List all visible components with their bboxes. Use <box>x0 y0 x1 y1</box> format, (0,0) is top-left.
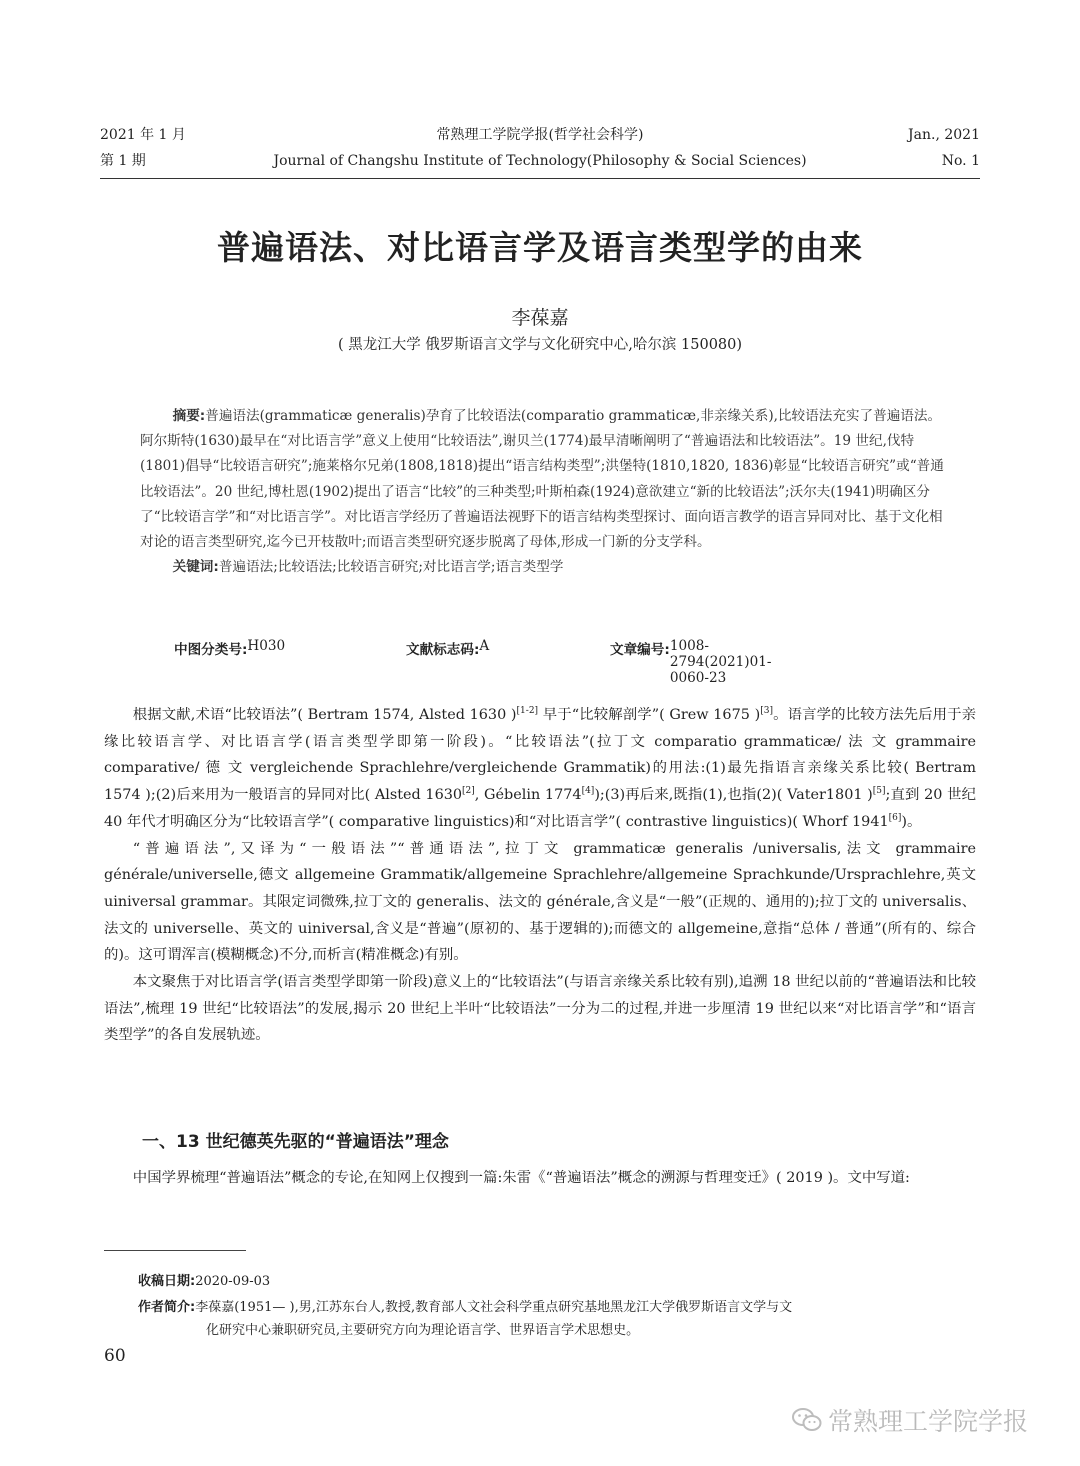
paragraph-2: “普遍语法”,又译为“一般语法”“普通语法”,拉丁文 grammaticæ generalis /universalis,法文 grammaire générale/universelle,德文 allgemeine Grammatik/allgemeine Sprachlehre/allgemeine Sprachkunde/Ursprachlehre,英文 uiniversal grammar。其限定词微殊,拉丁文的 generalis、法文的 générale,含义是“一般”(正规的、通用的);拉丁文的 universalis、法文的 universelle、英文的 uiniversal,含义是“普遍”(原初的、基于逻辑的);而德文的 allgemeine,意指“总体 / 普通”(所有的、综合的)。这可谓浑言(模糊概念)不分,而析言(精准概念)有别。 <box>104 840 976 964</box>
header-issue-en: No. 1 <box>941 153 980 169</box>
footnote-received: 收稿日期:2020-09-03 <box>138 1274 271 1289</box>
watermark <box>792 1402 1028 1438</box>
classification-value: H030 <box>247 638 286 654</box>
footnote-author: 作者简介:李葆嘉(1951— ),男,江苏东台人,教授,教育部人文社会科学重点研究基地黑龙江大学俄罗斯语言文学与文 化研究中心兼职研究员,主要研究方向为理论语言学、世界语言学术思想史。 <box>138 1300 793 1338</box>
doc-code-label: 文献标志码: <box>406 642 480 658</box>
paragraph-4: 中国学界梳理“普遍语法”概念的专论,在知网上仅搜到一篇:朱雷《“普遍语法”概念的溯源与哲理变迁》( 2019 )。文中写道: <box>132 1170 910 1186</box>
classification-label: 中图分类号: <box>174 642 248 658</box>
header-issue-cn: 第 1 期 <box>100 153 146 169</box>
keywords-label: 关键词: <box>172 559 219 576</box>
footnote-divider <box>104 1250 246 1251</box>
running-header <box>100 124 980 179</box>
paragraph-3: 本文聚焦于对比语言学(语言类型学即第一阶段)意义上的“比较语法”(与语言亲缘关系比较有别),追溯 18 世纪以前的“普遍语法和比较语法”,梳理 19 世纪“比较语法”的发展,揭示 20 世纪上半叶“比较语法”一分为二的过程,并进一步厘清 19 世纪以来“对比语言学”和“语言类型学”的各自发展轨迹。 <box>104 974 976 1044</box>
article-metadata <box>174 638 934 686</box>
header-journal-en: Journal of Changshu Institute of Technology(Philosophy & Social Sciences) <box>273 153 807 169</box>
header-journal-cn: 常熟理工学院学报(哲学社会科学) <box>436 127 644 143</box>
doc-code-value: A <box>479 638 490 654</box>
watermark-text: 常熟理工学院学报 <box>828 1407 1029 1436</box>
paragraph-1: 根据文献,术语“比较语法”( Bertram 1574, Alsted 1630 )[1-2] 早于“比较解剖学”( Grew 1675 )[3]。语言学的比较方法先后用于亲缘比较语言学、对比语言学(语言类型学即第一阶段)。“比较语法”(拉丁文 comparatio grammaticæ/ 法 文 grammaire comparative/ 德 文 vergleichende Sprachlehre/vergleichende Grammatik)的用法:(1)最先指语言亲缘关系比较( Bertram 1574 );(2)后来用为一般语言的异同对比( Alsted 1630[2], Gébelin 1774[4]);(3)再后来,既指(1),也指(2)( Vater1801 )[5];直到 20 世纪 40 年代才明确区分为“比较语言学”( comparative linguistics)和“对比语言学”( contrastive linguistics)( Whorf 1941[6])。 <box>104 706 976 830</box>
wechat-icon <box>792 1407 822 1433</box>
keywords-text: 普遍语法;比较语法;比较语言研究;对比语言学;语言类型学 <box>218 559 564 576</box>
header-date-cn: 2021 年 1 月 <box>100 127 186 143</box>
paper-affiliation: ( 黑龙江大学 俄罗斯语言文学与文化研究中心,哈尔滨 150080) <box>337 337 743 353</box>
abstract-text: 普遍语法(grammaticæ generalis)孕育了比较语法(comparatio grammaticæ,非亲缘关系),比较语法充实了普遍语法。阿尔斯特(1630)最早在“对比语言学”意义上使用“比较语法”,谢贝兰(1774)最早清晰阐明了“普遍语法和比较语法”。19 世纪,伐特(1801)倡导“比较语言研究”;施莱格尔兄弟(1808,1818)提出“语言结构类型”;洪堡特(1810,1820, 1836)彰显“比较语言研究”或“普通比较语法”。20 世纪,博杜恩(1902)提出了语言“比较”的三种类型;叶斯柏森(1924)意欲建立“新的比较语法”;沃尔夫(1941)明确区分了“比较语言学”和“对比语言学”。对比语言学经历了普遍语法视野下的语言结构类型探讨、面向语言教学的语言异同对比、基于文化相对论的语言类型研究,迄今已开枝散叶;而语言类型研究逐步脱离了母体,形成一门新的分支学科。 <box>140 408 944 551</box>
paper-author: 李葆嘉 <box>511 307 569 329</box>
abstract-label: 摘要: <box>172 408 206 424</box>
paper-title: 普遍语法、对比语言学及语言类型学的由来 <box>217 228 863 267</box>
abstract <box>140 404 944 580</box>
section-heading: 一、13 世纪德英先驱的“普遍语法”理念 <box>142 1132 449 1152</box>
page-number: 60 <box>104 1346 126 1366</box>
article-no-value: 1008-2794(2021)01-0060-23 <box>669 638 772 686</box>
body-text-2 <box>104 1165 976 1192</box>
header-date-en: Jan., 2021 <box>908 127 980 143</box>
body-text <box>104 702 976 1049</box>
article-no-label: 文章编号: <box>610 642 670 658</box>
